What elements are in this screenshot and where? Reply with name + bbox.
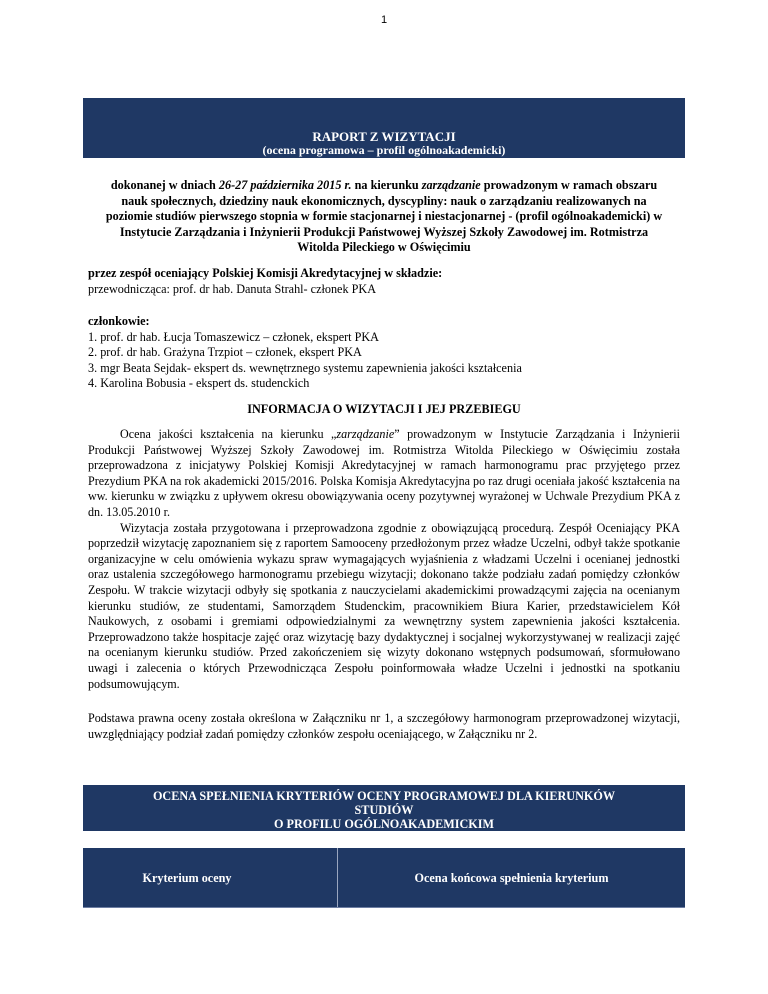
page-number: 1 <box>380 14 388 26</box>
p1-pre: Ocena jakości kształcenia na kierunku „ <box>120 427 337 441</box>
header-bottom-rule <box>83 907 685 908</box>
p1-post: ” prowadzonym w Instytucie Zarządzania i Inżynierii Produkcji Państwowej Wyższej Szkoły Zawodowej im. Rotmistrza Witolda Pileckiego w Oświęcimiu została przeprowadzona z inicjatywy Polskiej Komisji Akredytacyjnej w ramach harmonogramu prac przyjętego przez Prezydium PKA na rok akademicki 2015/2016. Polska Komisja Akredytacyjna po raz drugi oceniała jakość kształcenia na ww. kierunku w związku z upływem okresu obowiązywania oceny pozytywnej wyrażonej w Uchwale Prezydium PKA z dn. 13.05.2010 r. <box>88 427 680 519</box>
column-header-final-score: Ocena końcowa spełnienia kryterium <box>414 871 609 885</box>
criteria-banner-line: OCENA SPEŁNIENIA KRYTERIÓW OCENY PROGRAMOWEJ DLA KIERUNKÓW <box>152 789 616 803</box>
member-item: 1. prof. dr hab. Łucja Tomaszewicz – członek, ekspert PKA <box>88 329 379 344</box>
criteria-banner-line: O PROFILU OGÓLNOAKADEMICKIM <box>273 817 495 831</box>
members-block <box>88 314 688 392</box>
member-item: 3. mgr Beata Sejdak- ekspert ds. wewnętrznego systemu zapewnienia jakości kształcenia <box>88 360 522 375</box>
report-title: RAPORT Z WIZYTACJI <box>312 129 456 144</box>
paragraph-visit-info <box>88 427 680 692</box>
intro-rest: prowadzonym w ramach obszaru nauk społecznych, dziedziny nauk ekonomicznych, dyscypliny: nauk o zarządzaniu realizowanych na poziomie studiów pierwszego stopnia w formie stacjonarnej i niestacjonarnej - (profil ogólnoakademicki) w Instytucie Zarządzania i Inżynierii Produkcji Państwowej Wyższej Szkoły Zawodowej im. Rotmistrza Witolda Pileckiego w Oświęcimiu <box>105 178 663 254</box>
team-block <box>88 266 688 297</box>
member-item: 4. Karolina Bobusia - ekspert ds. studenckich <box>88 376 310 390</box>
intro-dates: 26-27 października 2015 r. <box>218 178 352 192</box>
intro-lead: dokonanej w dniach <box>110 178 219 192</box>
report-subtitle: (ocena programowa – profil ogólnoakademicki) <box>262 143 506 157</box>
team-heading: przez zespół oceniający Polskiej Komisji Akredytacyjnej w składzie: <box>88 266 443 280</box>
report-title-banner <box>83 98 685 158</box>
column-header-criterion: Kryterium oceny <box>142 871 232 885</box>
criteria-banner-line: STUDIÓW <box>354 803 414 817</box>
intro-field: zarządzanie <box>421 178 481 192</box>
criteria-banner <box>83 785 685 831</box>
criteria-table-header <box>83 848 685 908</box>
p1-field: zarządzanie <box>336 427 395 441</box>
team-chair: przewodnicząca: prof. dr hab. Danuta Strahl- członek PKA <box>88 281 376 296</box>
paragraph-1b: Wizytacja została przygotowana i przeprowadzona zgodnie z obowiązującą procedurą. Zespół Oceniający PKA poprzedził wizytację zapoznaniem się z raportem Samooceny przedłożonym przez władze Uczelni, odbył także spotkanie organizacyjne w celu omówienia wykazu spraw wymagających wyjaśnienia z władzami Uczelni i ocenianej jednostki oraz ustalenia szczegółowego harmonogramu przebiegu wizytacji; dokonano także podziału zadań pomiędzy członków Zespołu. W trakcie wizytacji odbyły się spotkania z nauczycielami akademickimi prowadzącymi zajęcia na ocenianym kierunku studiów, ze studentami, Samorządem Studenckim, pracownikiem Biura Karier, przedstawicielem Kół Naukowych, z osobami i gremiami odpowiedzialnymi za wewnętrzny system zapewnienia jakości kształcenia. Przeprowadzono także hospitacje zajęć oraz wizytację bazy dydaktycznej i socjalnej wykorzystywanej w realizacji zajęć na ocenianym kierunku studiów. Przed zakończeniem się wizyty dokonano wstępnych podsumowań, sformułowano uwagi i zalecenia o których Przewodnicząca Zespołu poinformowała władze Uczelni i jednostki na spotkaniu podsumowującym. <box>88 520 680 691</box>
report-intro <box>100 178 668 256</box>
member-item: 2. prof. dr hab. Grażyna Trzpiot – członek, ekspert PKA <box>88 345 362 359</box>
paragraph-1 <box>88 427 680 521</box>
section-title-info: INFORMACJA O WIZYTACJI I JEJ PRZEBIEGU <box>247 402 521 416</box>
paragraph-legal-basis: Podstawa prawna oceny została określona w Załączniku nr 1, a szczegółowy harmonogram przeprowadzonej wizytacji, uwzględniający podział zadań pomiędzy członków zespołu oceniającego, w Załączniku nr 2. <box>88 711 680 741</box>
intro-mid: na kierunku <box>351 178 422 192</box>
members-heading: członkowie: <box>88 314 150 328</box>
